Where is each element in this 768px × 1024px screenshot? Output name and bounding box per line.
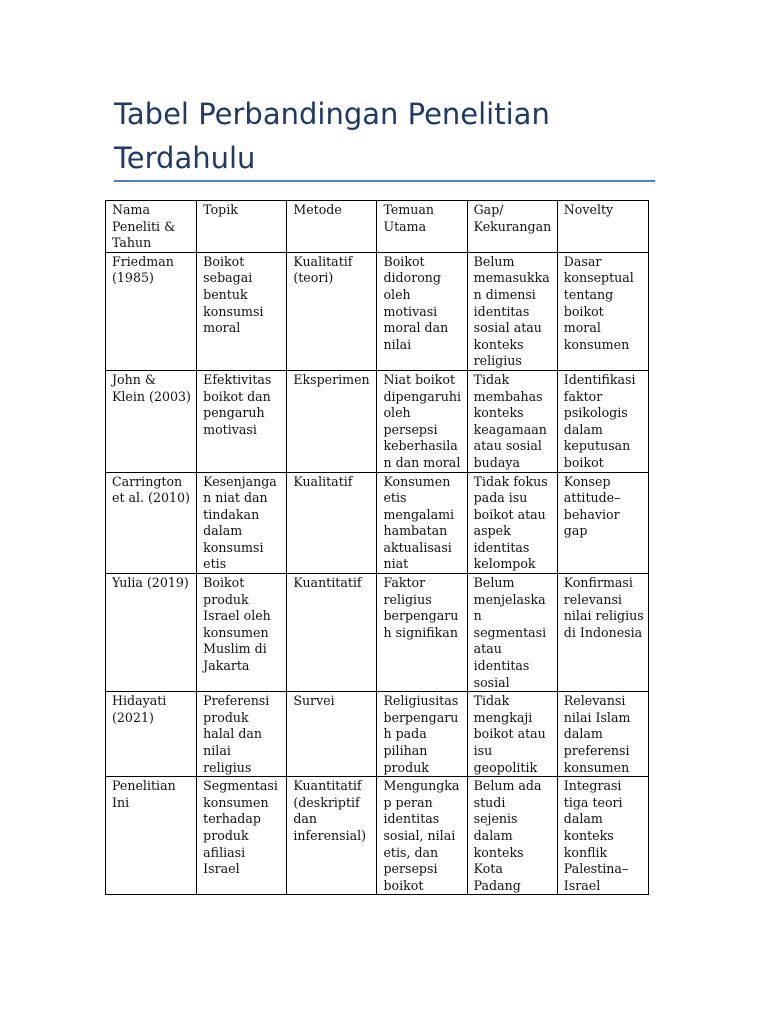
table-cell: Konsep attitude–behavior gap (557, 472, 648, 574)
comparison-table (105, 200, 649, 895)
table-cell: Kesenjangan niat dan tindakan dalam konsumsi etis (197, 472, 287, 574)
page-title: Tabel Perbandingan Penelitian Terdahulu (114, 97, 550, 175)
table-cell: Tidak fokus pada isu boikot atau aspek identitas kelompok (467, 472, 557, 574)
table-cell: Boikot didorong oleh motivasi moral dan nilai (377, 252, 467, 370)
header-cell: Novelty (557, 201, 648, 253)
table-cell: Kualitatif (teori) (287, 252, 377, 370)
table-cell: Survei (287, 692, 377, 777)
table-cell: Konfirmasi relevansi nilai religius di Indonesia (557, 574, 648, 692)
header-cell: Nama Peneliti & Tahun (106, 201, 197, 253)
table-cell: Belum memasukkan dimensi identitas sosial atau konteks religius (467, 252, 557, 370)
header-cell: Temuan Utama (377, 201, 467, 253)
table-cell: Segmentasi konsumen terhadap produk afiliasi Israel (197, 777, 287, 895)
table-cell: Kualitatif (287, 472, 377, 574)
table-cell: Efektivitas boikot dan pengaruh motivasi (197, 370, 287, 472)
table-row (106, 777, 649, 895)
table-cell: Religiusitas berpengaruh pada pilihan produk (377, 692, 467, 777)
table-cell: Friedman (1985) (106, 252, 197, 370)
table-cell: Dasar konseptual tentang boikot moral konsumen (557, 252, 648, 370)
table-cell: Penelitian Ini (106, 777, 197, 895)
table-cell: Boikot sebagai bentuk konsumsi moral (197, 252, 287, 370)
table-cell: John & Klein (2003) (106, 370, 197, 472)
table-cell: Carrington et al. (2010) (106, 472, 197, 574)
table-row (106, 252, 649, 370)
header-cell: Topik (197, 201, 287, 253)
table-cell: Belum menjelaskan segmentasi atau identitas sosial (467, 574, 557, 692)
table-cell: Relevansi nilai Islam dalam preferensi konsumen (557, 692, 648, 777)
table-header-row (106, 201, 649, 253)
table-cell: Niat boikot dipengaruhi oleh persepsi keberhasilan dan moral (377, 370, 467, 472)
header-cell: Gap/ Kekurangan (467, 201, 557, 253)
table-cell: Identifikasi faktor psikologis dalam keputusan boikot (557, 370, 648, 472)
table-cell: Konsumen etis mengalami hambatan aktualisasi niat (377, 472, 467, 574)
table-row (106, 370, 649, 472)
table-cell: Faktor religius berpengaruh signifikan (377, 574, 467, 692)
table-cell: Hidayati (2021) (106, 692, 197, 777)
table-cell: Preferensi produk halal dan nilai religius (197, 692, 287, 777)
table-row (106, 472, 649, 574)
table-cell: Integrasi tiga teori dalam konteks konflik Palestina–Israel (557, 777, 648, 895)
table-cell: Tidak membahas konteks keagamaan atau sosial budaya (467, 370, 557, 472)
table-cell: Kuantitatif (287, 574, 377, 692)
table-row (106, 692, 649, 777)
table-row (106, 574, 649, 692)
table-cell: Mengungkap peran identitas sosial, nilai etis, dan persepsi boikot (377, 777, 467, 895)
table-cell: Tidak mengkaji boikot atau isu geopolitik (467, 692, 557, 777)
header-cell: Metode (287, 201, 377, 253)
table-cell: Kuantitatif (deskriptif dan inferensial) (287, 777, 377, 895)
table-cell: Boikot produk Israel oleh konsumen Muslim di Jakarta (197, 574, 287, 692)
table-cell: Yulia (2019) (106, 574, 197, 692)
table-cell: Belum ada studi sejenis dalam konteks Kota Padang (467, 777, 557, 895)
title-underline (114, 180, 655, 182)
table-cell: Eksperimen (287, 370, 377, 472)
